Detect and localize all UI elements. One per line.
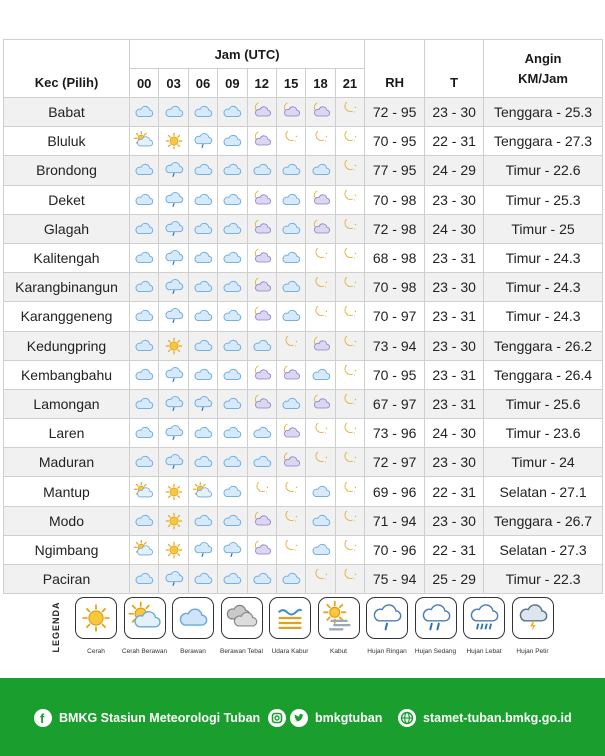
berawan-icon (276, 389, 305, 418)
table-row (4, 214, 603, 243)
legend-item-berawan-tebal (216, 597, 268, 655)
rh-value: 73 - 96 (365, 419, 425, 448)
berawan-icon (306, 477, 335, 506)
angin-value: Tenggara - 25.3 (484, 98, 603, 127)
berawan-icon (130, 389, 159, 418)
berawan-icon (247, 448, 276, 477)
moon-icon (335, 389, 364, 418)
cloud-moon-icon (306, 98, 335, 127)
table-row (4, 448, 603, 477)
hujan-ringan-icon (218, 535, 247, 564)
moon-icon (335, 127, 364, 156)
berawan-icon (130, 331, 159, 360)
kecamatan-name: Paciran (4, 565, 130, 594)
berawan-icon (247, 156, 276, 185)
moon-icon (335, 243, 364, 272)
kecamatan-name: Brondong (4, 156, 130, 185)
angin-value: Selatan - 27.1 (484, 477, 603, 506)
hour-header-21: 21 (335, 69, 364, 98)
kecamatan-name: Laren (4, 419, 130, 448)
legend-label: Hujan Petir (516, 648, 549, 655)
kecamatan-name: Lamongan (4, 389, 130, 418)
berawan-icon (218, 389, 247, 418)
t-header-label: T (450, 75, 459, 90)
moon-icon (335, 185, 364, 214)
rh-value: 73 - 94 (365, 331, 425, 360)
berawan-icon (218, 156, 247, 185)
berawan-icon (276, 273, 305, 302)
berawan-icon (130, 302, 159, 331)
legend-label: Kabut (330, 648, 347, 655)
legend-item-hujan-ringan (361, 597, 413, 655)
berawan-icon (130, 565, 159, 594)
table-row (4, 243, 603, 272)
table-row (4, 360, 603, 389)
t-value: 23 - 31 (425, 389, 484, 418)
t-value: 23 - 31 (425, 302, 484, 331)
kecamatan-name: Mantup (4, 477, 130, 506)
table-row (4, 477, 603, 506)
legend-item-kabut (313, 597, 365, 655)
angin-value: Timur - 23.6 (484, 419, 603, 448)
t-header (425, 40, 484, 98)
table-row (4, 331, 603, 360)
berawan-icon (276, 243, 305, 272)
moon-icon (335, 302, 364, 331)
moon-icon (335, 214, 364, 243)
berawan-icon (218, 214, 247, 243)
t-value: 24 - 30 (425, 419, 484, 448)
cloud-moon-icon (247, 506, 276, 535)
rh-value: 77 - 95 (365, 156, 425, 185)
forecast-table (3, 39, 603, 594)
hujan-ringan-icon (159, 302, 188, 331)
moon-icon (306, 273, 335, 302)
berawan-icon (188, 360, 217, 389)
angin-value: Timur - 25 (484, 214, 603, 243)
rh-value: 72 - 98 (365, 214, 425, 243)
t-value: 23 - 30 (425, 273, 484, 302)
legend-label: Hujan Ringan (367, 648, 407, 655)
t-value: 24 - 30 (425, 214, 484, 243)
moon-icon (335, 419, 364, 448)
berawan-icon (130, 419, 159, 448)
t-value: 23 - 30 (425, 98, 484, 127)
rh-value: 71 - 94 (365, 506, 425, 535)
t-value: 23 - 30 (425, 331, 484, 360)
legend-label: Cerah Berawan (121, 648, 168, 655)
cerah-berawan-icon (130, 477, 159, 506)
moon-icon (335, 273, 364, 302)
berawan-icon (188, 98, 217, 127)
cloud-moon-icon (247, 302, 276, 331)
table-row (4, 127, 603, 156)
berawan-icon (218, 98, 247, 127)
moon-icon (247, 477, 276, 506)
moon-icon (335, 448, 364, 477)
angin-value: Timur - 24.3 (484, 273, 603, 302)
moon-icon (335, 506, 364, 535)
berawan-icon (306, 506, 335, 535)
angin-value: Tenggara - 26.4 (484, 360, 603, 389)
kabut-icon (318, 597, 360, 639)
twitter-text: bmkgtuban (315, 711, 383, 725)
angin-value: Timur - 25.6 (484, 389, 603, 418)
cloud-moon-icon (247, 535, 276, 564)
hujan-ringan-icon (159, 243, 188, 272)
berawan-icon (172, 597, 214, 639)
legend (0, 597, 605, 661)
cloud-moon-icon (276, 448, 305, 477)
cloud-moon-icon (247, 389, 276, 418)
legend-label: Cerah (87, 648, 105, 655)
kecamatan-name: Deket (4, 185, 130, 214)
moon-icon (335, 156, 364, 185)
angin-value: Tenggara - 26.7 (484, 506, 603, 535)
cerah-icon (159, 331, 188, 360)
kec-header[interactable] (4, 40, 130, 98)
legend-title (46, 599, 66, 655)
t-value: 22 - 31 (425, 535, 484, 564)
berawan-icon (188, 273, 217, 302)
moon-icon (276, 535, 305, 564)
facebook-icon (34, 709, 52, 727)
legend-item-cerah (70, 597, 122, 655)
moon-icon (306, 448, 335, 477)
udara-kabur-icon (269, 597, 311, 639)
rh-value: 68 - 98 (365, 243, 425, 272)
twitter-link[interactable] (268, 708, 382, 728)
legend-label: Hujan Sedang (414, 648, 457, 655)
moon-icon (306, 419, 335, 448)
hujan-ringan-icon (188, 535, 217, 564)
hujan-ringan-icon (159, 448, 188, 477)
table-row (4, 302, 603, 331)
berawan-icon (276, 156, 305, 185)
cerah-icon (159, 127, 188, 156)
angin-header-label: Angin (524, 50, 562, 66)
berawan-icon (218, 565, 247, 594)
berawan-icon (218, 127, 247, 156)
cerah-icon (75, 597, 117, 639)
berawan-icon (188, 243, 217, 272)
berawan-icon (276, 185, 305, 214)
berawan-icon (218, 302, 247, 331)
hour-header-09: 09 (218, 69, 247, 98)
berawan-icon (130, 506, 159, 535)
hujan-lebat-icon (463, 597, 505, 639)
moon-icon (306, 302, 335, 331)
cloud-moon-icon (247, 98, 276, 127)
facebook-text: BMKG Stasiun Meteorologi Tuban (59, 711, 261, 725)
berawan-icon (218, 331, 247, 360)
t-value: 23 - 30 (425, 448, 484, 477)
hujan-sedang-icon (415, 597, 457, 639)
rh-header (365, 40, 425, 98)
moon-icon (335, 477, 364, 506)
rh-value: 67 - 97 (365, 389, 425, 418)
kecamatan-name: Karanggeneng (4, 302, 130, 331)
berawan-icon (130, 185, 159, 214)
berawan-icon (218, 419, 247, 448)
berawan-icon (188, 185, 217, 214)
hujan-ringan-icon (159, 419, 188, 448)
legend-label: Hujan Lebat (466, 648, 502, 655)
angin-value: Timur - 24.3 (484, 302, 603, 331)
hujan-ringan-icon (366, 597, 408, 639)
t-value: 23 - 30 (425, 185, 484, 214)
hujan-ringan-icon (188, 127, 217, 156)
legend-label: Berawan Tebal (220, 648, 263, 655)
angin-value: Timur - 22.3 (484, 565, 603, 594)
rh-value: 70 - 98 (365, 185, 425, 214)
moon-icon (335, 565, 364, 594)
berawan-icon (130, 273, 159, 302)
cloud-moon-icon (247, 214, 276, 243)
t-value: 25 - 29 (425, 565, 484, 594)
angin-value: Tenggara - 27.3 (484, 127, 603, 156)
cloud-moon-icon (247, 127, 276, 156)
legend-item-hujan-lebat (458, 597, 510, 655)
rh-value: 72 - 95 (365, 98, 425, 127)
moon-icon (335, 98, 364, 127)
berawan-icon (159, 98, 188, 127)
table-row (4, 419, 603, 448)
berawan-icon (188, 156, 217, 185)
berawan-icon (130, 243, 159, 272)
hujan-ringan-icon (159, 214, 188, 243)
cerah-icon (159, 477, 188, 506)
t-value: 22 - 31 (425, 127, 484, 156)
hujan-ringan-icon (159, 156, 188, 185)
rh-value: 70 - 97 (365, 302, 425, 331)
moon-icon (306, 127, 335, 156)
berawan-icon (188, 565, 217, 594)
berawan-icon (218, 185, 247, 214)
moon-icon (335, 360, 364, 389)
berawan-icon (188, 448, 217, 477)
berawan-icon (218, 506, 247, 535)
t-value: 24 - 29 (425, 156, 484, 185)
legend-item-hujan-sedang (410, 597, 462, 655)
cloud-moon-icon (306, 185, 335, 214)
moon-icon (276, 477, 305, 506)
berawan-icon (306, 360, 335, 389)
cloud-moon-icon (247, 273, 276, 302)
berawan-icon (218, 360, 247, 389)
table-row (4, 565, 603, 594)
kecamatan-name: Bluluk (4, 127, 130, 156)
legend-title-text: LEGENDA (51, 601, 61, 653)
cerah-berawan-icon (130, 127, 159, 156)
hujan-ringan-icon (159, 185, 188, 214)
angin-value: Selatan - 27.3 (484, 535, 603, 564)
rh-value: 70 - 95 (365, 360, 425, 389)
jam-header: Jam (UTC) (130, 40, 365, 69)
kecamatan-name: Kedungpring (4, 331, 130, 360)
berawan-icon (130, 360, 159, 389)
kecamatan-name: Ngimbang (4, 535, 130, 564)
hour-header-15: 15 (276, 69, 305, 98)
berawan-icon (218, 243, 247, 272)
berawan-icon (218, 477, 247, 506)
rh-value: 69 - 96 (365, 477, 425, 506)
moon-icon (306, 565, 335, 594)
berawan-icon (276, 214, 305, 243)
berawan-icon (306, 156, 335, 185)
website-link[interactable] (398, 708, 572, 728)
cloud-moon-icon (276, 360, 305, 389)
globe-icon (398, 709, 416, 727)
berawan-icon (247, 419, 276, 448)
moon-icon (276, 127, 305, 156)
berawan-icon (188, 331, 217, 360)
berawan-tebal-icon (221, 597, 263, 639)
angin-value: Timur - 22.6 (484, 156, 603, 185)
t-value: 23 - 31 (425, 360, 484, 389)
rh-value: 72 - 97 (365, 448, 425, 477)
kecamatan-name: Modo (4, 506, 130, 535)
hujan-petir-icon (512, 597, 554, 639)
legend-item-udara-kabur (264, 597, 316, 655)
cerah-icon (159, 535, 188, 564)
cerah-berawan-icon (130, 535, 159, 564)
kec-header-label: Kec (Pilih) (34, 75, 99, 90)
legend-item-berawan (167, 597, 219, 655)
hujan-ringan-icon (188, 389, 217, 418)
t-value: 23 - 30 (425, 506, 484, 535)
cloud-moon-icon (247, 185, 276, 214)
hujan-ringan-icon (159, 565, 188, 594)
t-value: 23 - 31 (425, 243, 484, 272)
footer-bar (0, 678, 605, 756)
legend-item-hujan-petir (507, 597, 559, 655)
hujan-ringan-icon (159, 389, 188, 418)
berawan-icon (188, 214, 217, 243)
rh-value: 75 - 94 (365, 565, 425, 594)
moon-icon (276, 331, 305, 360)
facebook-link[interactable] (34, 708, 260, 728)
svg-text:f: f (40, 711, 45, 726)
berawan-icon (306, 535, 335, 564)
moon-icon (335, 535, 364, 564)
angin-header (484, 40, 603, 98)
legend-label: Berawan (180, 648, 206, 655)
hour-header-12: 12 (247, 69, 276, 98)
rh-header-label: RH (385, 75, 405, 90)
website-text: stamet-tuban.bmkg.go.id (423, 711, 572, 725)
cloud-moon-icon (276, 98, 305, 127)
berawan-icon (247, 565, 276, 594)
rh-value: 70 - 98 (365, 273, 425, 302)
angin-unit-label: KM/Jam (518, 70, 568, 86)
cloud-moon-icon (306, 389, 335, 418)
table-row (4, 535, 603, 564)
moon-icon (335, 331, 364, 360)
hour-header-18: 18 (306, 69, 335, 98)
table-row (4, 389, 603, 418)
cerah-berawan-icon (188, 477, 217, 506)
table-row (4, 98, 603, 127)
cerah-berawan-icon (124, 597, 166, 639)
instagram-icon (268, 709, 286, 727)
berawan-icon (247, 331, 276, 360)
berawan-icon (130, 214, 159, 243)
berawan-icon (130, 156, 159, 185)
angin-value: Tenggara - 26.2 (484, 331, 603, 360)
rh-value: 70 - 96 (365, 535, 425, 564)
hour-header-03: 03 (159, 69, 188, 98)
cerah-icon (159, 506, 188, 535)
legend-item-cerah-berawan (119, 597, 171, 655)
berawan-icon (188, 506, 217, 535)
cloud-moon-icon (306, 331, 335, 360)
berawan-icon (188, 302, 217, 331)
berawan-icon (276, 302, 305, 331)
table-row (4, 185, 603, 214)
moon-icon (276, 506, 305, 535)
angin-value: Timur - 24 (484, 448, 603, 477)
hujan-ringan-icon (159, 273, 188, 302)
kecamatan-name: Kembangbahu (4, 360, 130, 389)
rh-value: 70 - 95 (365, 127, 425, 156)
berawan-icon (130, 448, 159, 477)
twitter-icon (290, 709, 308, 727)
t-value: 22 - 31 (425, 477, 484, 506)
hour-header-00: 00 (130, 69, 159, 98)
berawan-icon (130, 98, 159, 127)
kecamatan-name: Babat (4, 98, 130, 127)
kecamatan-name: Karangbinangun (4, 273, 130, 302)
cloud-moon-icon (247, 360, 276, 389)
cloud-moon-icon (306, 214, 335, 243)
hujan-ringan-icon (159, 360, 188, 389)
hour-header-06: 06 (188, 69, 217, 98)
moon-icon (306, 243, 335, 272)
berawan-icon (218, 448, 247, 477)
table-row (4, 273, 603, 302)
cloud-moon-icon (247, 243, 276, 272)
angin-value: Timur - 25.3 (484, 185, 603, 214)
berawan-icon (276, 565, 305, 594)
table-row (4, 506, 603, 535)
berawan-icon (188, 419, 217, 448)
cloud-moon-icon (276, 419, 305, 448)
table-row (4, 156, 603, 185)
kecamatan-name: Maduran (4, 448, 130, 477)
kecamatan-name: Glagah (4, 214, 130, 243)
angin-value: Timur - 24.3 (484, 243, 603, 272)
legend-label: Udara Kabur (271, 648, 309, 655)
kecamatan-name: Kalitengah (4, 243, 130, 272)
berawan-icon (218, 273, 247, 302)
